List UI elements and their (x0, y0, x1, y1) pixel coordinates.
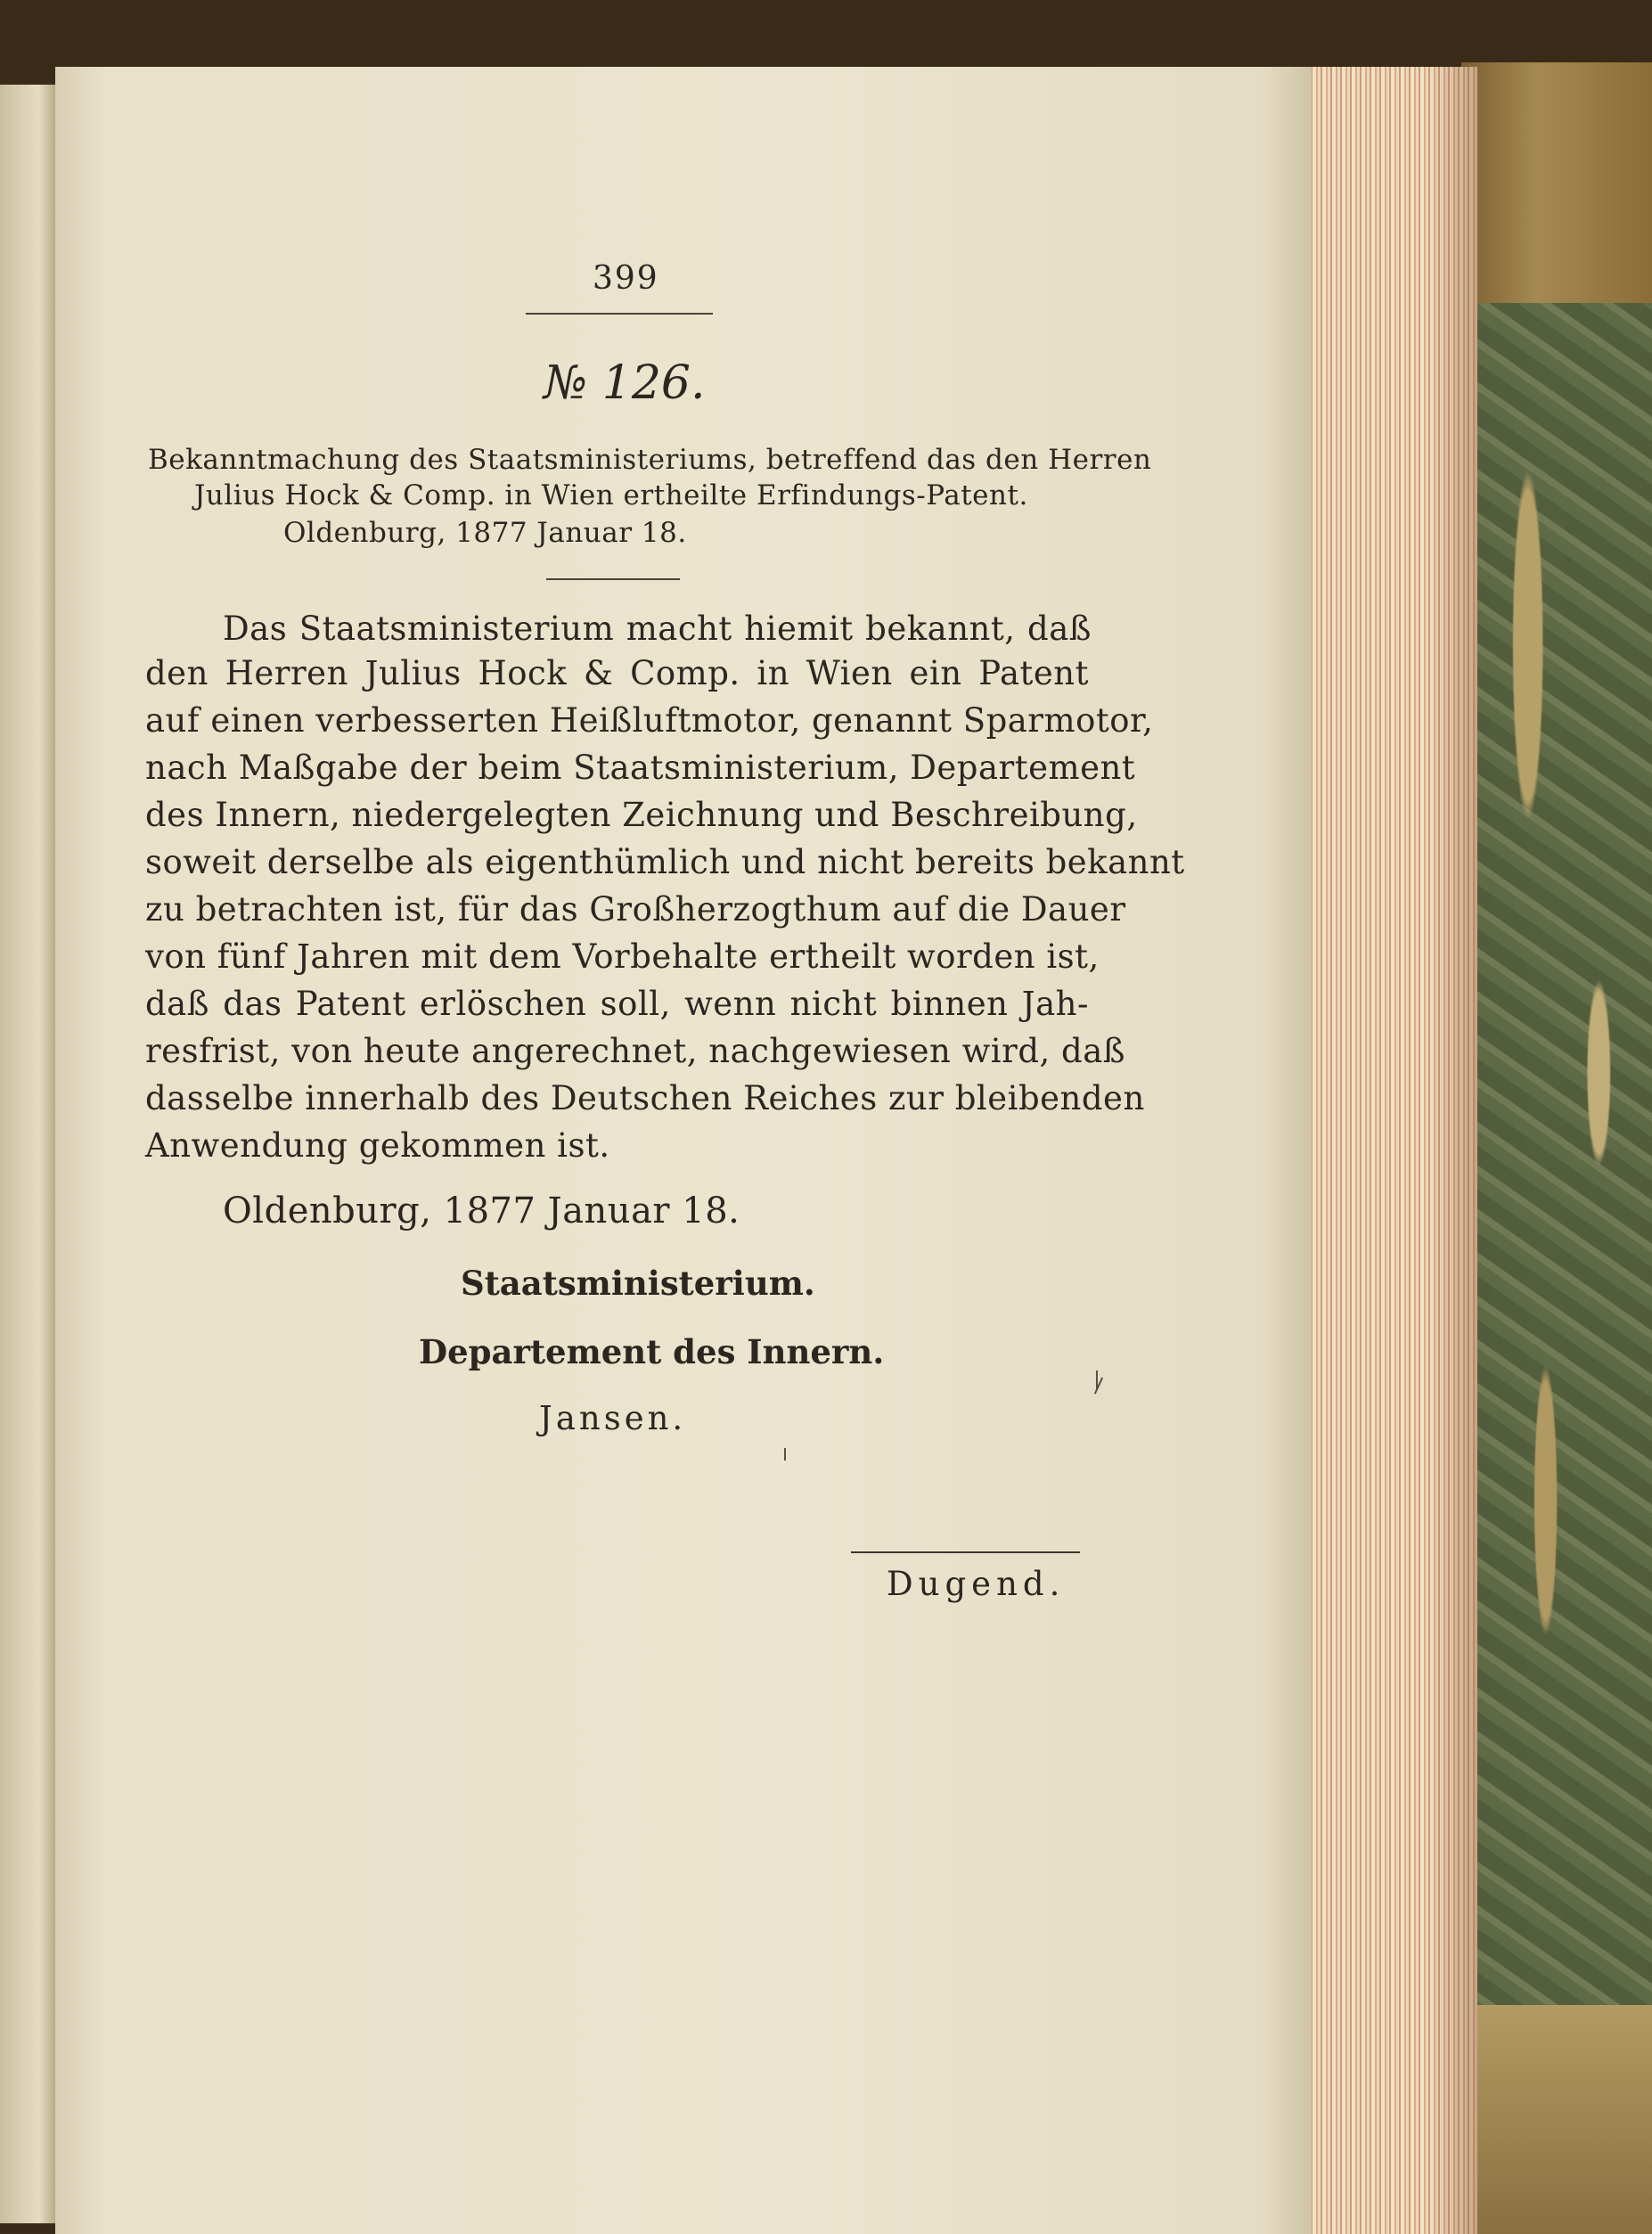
leather-corner (1466, 2005, 1652, 2234)
heading-line: Oldenburg, 1877 Januar 18. (283, 517, 687, 549)
heading-line: Bekanntmachung des Staatsministeriums, betreffend das den Herren (148, 444, 1152, 476)
body-line: nach Maßgabe der beim Staatsministerium, Departement (145, 749, 1136, 787)
signature-authority: Staatsministerium. (461, 1264, 815, 1303)
body-line: zu betrachten ist, für das Großherzogthum auf die Dauer (145, 890, 1126, 929)
body-line: des Innern, niedergelegten Zeichnung und Beschreibung, (145, 796, 1138, 834)
page-number: 399 (593, 260, 659, 297)
countersign-rule (851, 1551, 1080, 1553)
body-line: dasselbe innerhalb des Deutschen Reiches zur bleibenden (145, 1079, 1145, 1117)
previous-page-edge (0, 85, 55, 2223)
body-line: Anwendung gekommen ist. (145, 1126, 610, 1165)
heading-rule (546, 578, 680, 580)
body-line: von fünf Jahren mit dem Vorbehalte ertheilt worden ist, (145, 937, 1100, 976)
body-line: daß das Patent erlöschen soll, wenn nicht binnen Jah- (145, 985, 1089, 1023)
body-line: auf einen verbesserten Heißluftmotor, genannt Sparmotor, (145, 701, 1154, 740)
body-line: Das Staatsministerium macht hiemit bekannt, daß (223, 610, 1092, 648)
countersign: Dugend. (887, 1565, 1066, 1603)
body-line: den Herren Julius Hock & Comp. in Wien ein Patent (145, 654, 1089, 692)
ink-speck (1096, 1371, 1098, 1390)
body-line: resfrist, von heute angerechnet, nachgewiesen wird, daß (145, 1032, 1125, 1070)
document-number: № 126. (544, 356, 706, 410)
ink-speck (784, 1448, 786, 1461)
heading-line: Julius Hock & Comp. in Wien ertheilte Erfindungs-Patent. (194, 479, 1028, 511)
date-line: Oldenburg, 1877 Januar 18. (223, 1191, 740, 1232)
marbled-board (1475, 303, 1652, 2014)
page-edges (1308, 67, 1477, 2234)
body-line: soweit derselbe als eigenthümlich und nicht bereits bekannt (145, 843, 1185, 881)
header-rule (526, 313, 713, 315)
signature-department: Departement des Innern. (419, 1332, 885, 1371)
signature-signer: Jansen. (539, 1399, 687, 1437)
